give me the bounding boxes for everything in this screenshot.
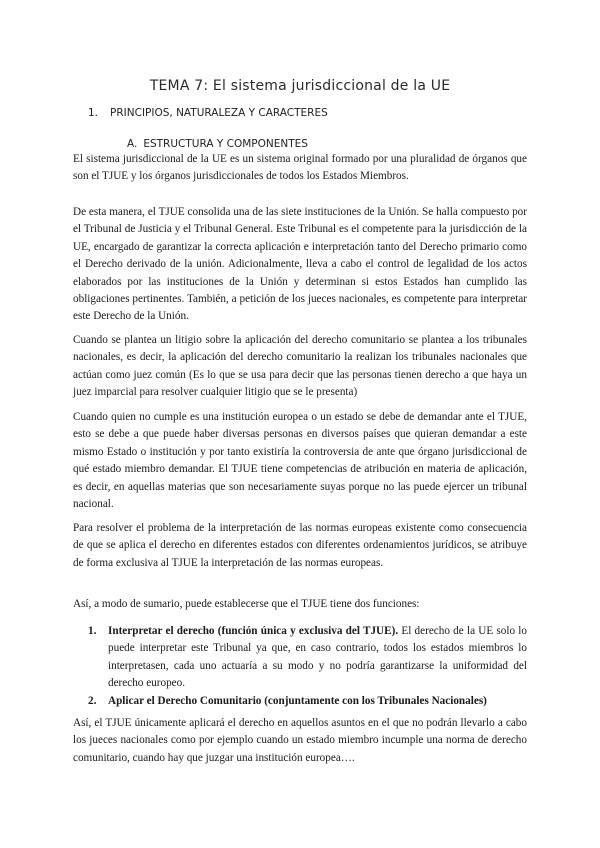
section-number: 1. bbox=[88, 107, 99, 119]
section-title: PRINCIPIOS, NATURALEZA Y CARACTERES bbox=[110, 107, 328, 119]
paragraph-demand-tjue: Cuando quien no cumple es una institución europea o un estado se debe de demandar ante el TJUE, esto se debe a que puede haber diversas personas en diversos países que quieran demandar a este mismo Estado o institución y por tanto existiría la controversia de ante que órgano jurisdiccional de qué estado miembro demandar. El TJUE tiene competencias de atribución en materia de aplicación, es decir, en aquellas materias que son necesariamente suyas porque no las puede ejercer un tribunal nacional. bbox=[73, 411, 527, 511]
paragraph-closing: Así, el TJUE únicamente aplicará el derecho en aquellos asuntos en el que no podrán llevarlo a cabo los jueces nacionales como por ejemplo cuando un estado miembro incumple una norma de derecho comunitario, cuando hay que juzgar una institución europea…. bbox=[73, 717, 527, 764]
paragraph-intro: El sistema jurisdiccional de la UE es un sistema original formado por una pluralidad de órganos que son el TJUE y los órganos jurisdiccionales de todos los Estados Miembros. bbox=[73, 153, 527, 183]
paragraph-summary: Así, a modo de sumario, puede establecerse que el TJUE tiene dos funciones: bbox=[73, 598, 420, 610]
list-marker: 1. bbox=[88, 625, 97, 637]
list-marker: 2. bbox=[88, 694, 97, 707]
function-text: El derecho de la UE solo lo puede interpretar este Tribunal ya que, en caso contrario, todos los estados miembros lo interpretasen, cada uno actuaría a su modo y no podría garantizarse la uniformidad del derecho europeo. bbox=[108, 625, 528, 690]
document-title: TEMA 7: El sistema jurisdiccional de la UE bbox=[149, 78, 451, 94]
functions-list bbox=[88, 623, 527, 710]
list-item bbox=[88, 623, 527, 693]
paragraph-tjue-composition: De esta manera, el TJUE consolida una de las siete instituciones de la Unión. Se halla compuesto por el Tribunal de Justicia y el Tribunal General. Este Tribunal es el competente para la jurisdicción de la UE, encargado de garantizar la correcta aplicación e interpretación tanto del Derecho primario como el Derecho derivado de la unión. Adicionalmente, lleva a cabo el control de legalidad de los actos elaborados por las instituciones de la Unión y determinan si estos Estados han cumplido las obligaciones pertinentes. También, a petición de los jueces nacionales, es competente para interpretar este Derecho de la Unión. bbox=[73, 206, 527, 323]
subsection-title: ESTRUCTURA Y COMPONENTES bbox=[143, 138, 308, 150]
function-title: Interpretar el derecho (función única y exclusiva del TJUE). bbox=[108, 625, 399, 637]
function-title: Aplicar el Derecho Comunitario (conjuntamente con los Tribunales Nacionales) bbox=[108, 694, 487, 707]
subsection-letter: A. bbox=[127, 138, 138, 150]
list-item bbox=[88, 693, 527, 710]
paragraph-interpretation: Para resolver el problema de la interpretación de las normas europeas existente como consecuencia de que se aplica el derecho en diferentes estados con diferentes ordenamientos jurídicos, se atribuye de forma exclusiva al TJUE la interpretación de las normas europeas. bbox=[73, 522, 527, 569]
subsection-heading bbox=[127, 138, 308, 150]
paragraph-national-courts: Cuando se plantea un litigio sobre la aplicación del derecho comunitario se plantea a los tribunales nacionales, es decir, la aplicación del derecho comunitario la realizan los tribunales nacionales que actúan como juez común (Es lo que se usa para decir que las personas tienen derecho a que haya un juez imparcial para resolver cualquier litigio que se le presenta) bbox=[73, 334, 527, 399]
section-heading bbox=[88, 107, 328, 119]
